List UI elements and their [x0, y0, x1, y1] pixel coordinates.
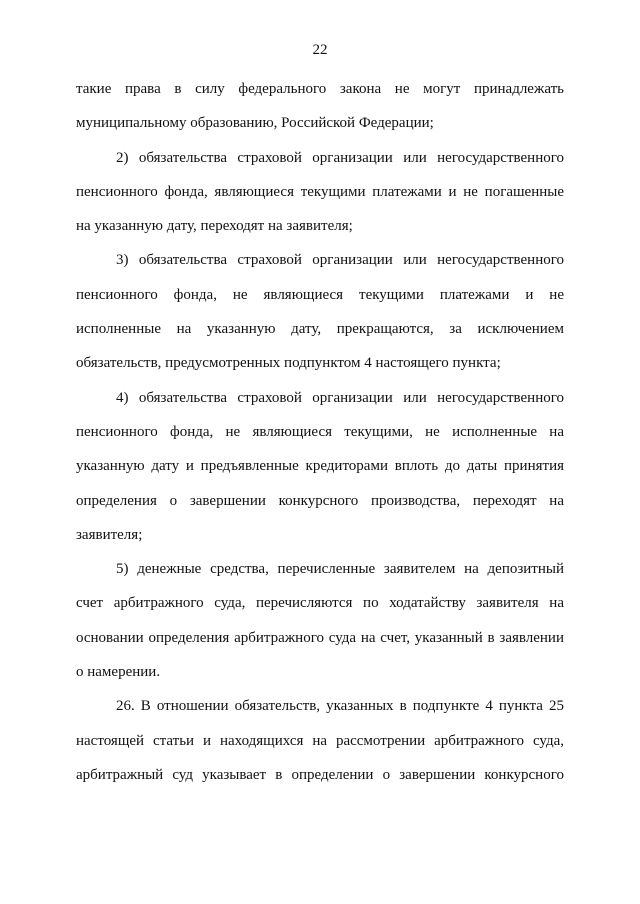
text-line: арбитражный суд указывает в определении о завершении конкурсного: [76, 766, 564, 783]
text-line: обязательств, предусмотренных подпунктом 4 настоящего пункта;: [76, 355, 501, 372]
text-line: 26. В отношении обязательств, указанных в подпункте 4 пункта 25: [116, 698, 564, 715]
text-line: указанную дату и предъявленные кредиторами вплоть до даты принятия: [76, 458, 564, 475]
paragraph: [76, 72, 564, 141]
text-line: исполненные на указанную дату, прекращаются, за исключением: [76, 321, 564, 338]
text-line: заявителя;: [76, 526, 143, 543]
text-line: 5) денежные средства, перечисленные заявителем на депозитный: [116, 561, 564, 578]
text-line: 2) обязательства страховой организации или негосударственного: [116, 149, 564, 166]
text-line: пенсионного фонда, являющиеся текущими платежами и не погашенные: [76, 183, 564, 200]
text-line: на указанную дату, переходят на заявителя;: [76, 218, 353, 235]
text-line: такие права в силу федерального закона не могут принадлежать: [76, 81, 564, 97]
paragraph: [76, 689, 564, 792]
paragraph: [76, 552, 564, 689]
paragraph: [76, 141, 564, 244]
text-line: счет арбитражного суда, перечисляются по ходатайству заявителя на: [76, 595, 564, 612]
text-line: пенсионного фонда, не являющиеся текущими платежами и не: [76, 286, 564, 303]
text-line: определения о завершении конкурсного производства, переходят на: [76, 492, 564, 509]
page-number: 22: [312, 42, 328, 58]
paragraph: [76, 381, 564, 552]
text-line: 4) обязательства страховой организации или негосударственного: [116, 389, 564, 406]
text-line: о намерении.: [76, 664, 161, 681]
text-line: пенсионного фонда, не являющиеся текущими, не исполненные на: [76, 423, 564, 440]
paragraph: [76, 243, 564, 380]
text-line: настоящей статьи и находящихся на рассмотрении арбитражного суда,: [76, 732, 564, 749]
document-body: [76, 72, 564, 792]
text-line: основании определения арбитражного суда на счет, указанный в заявлении: [76, 629, 564, 646]
text-line: 3) обязательства страховой организации или негосударственного: [116, 252, 564, 269]
text-line: муниципальному образованию, Российской Федерации;: [76, 115, 434, 132]
